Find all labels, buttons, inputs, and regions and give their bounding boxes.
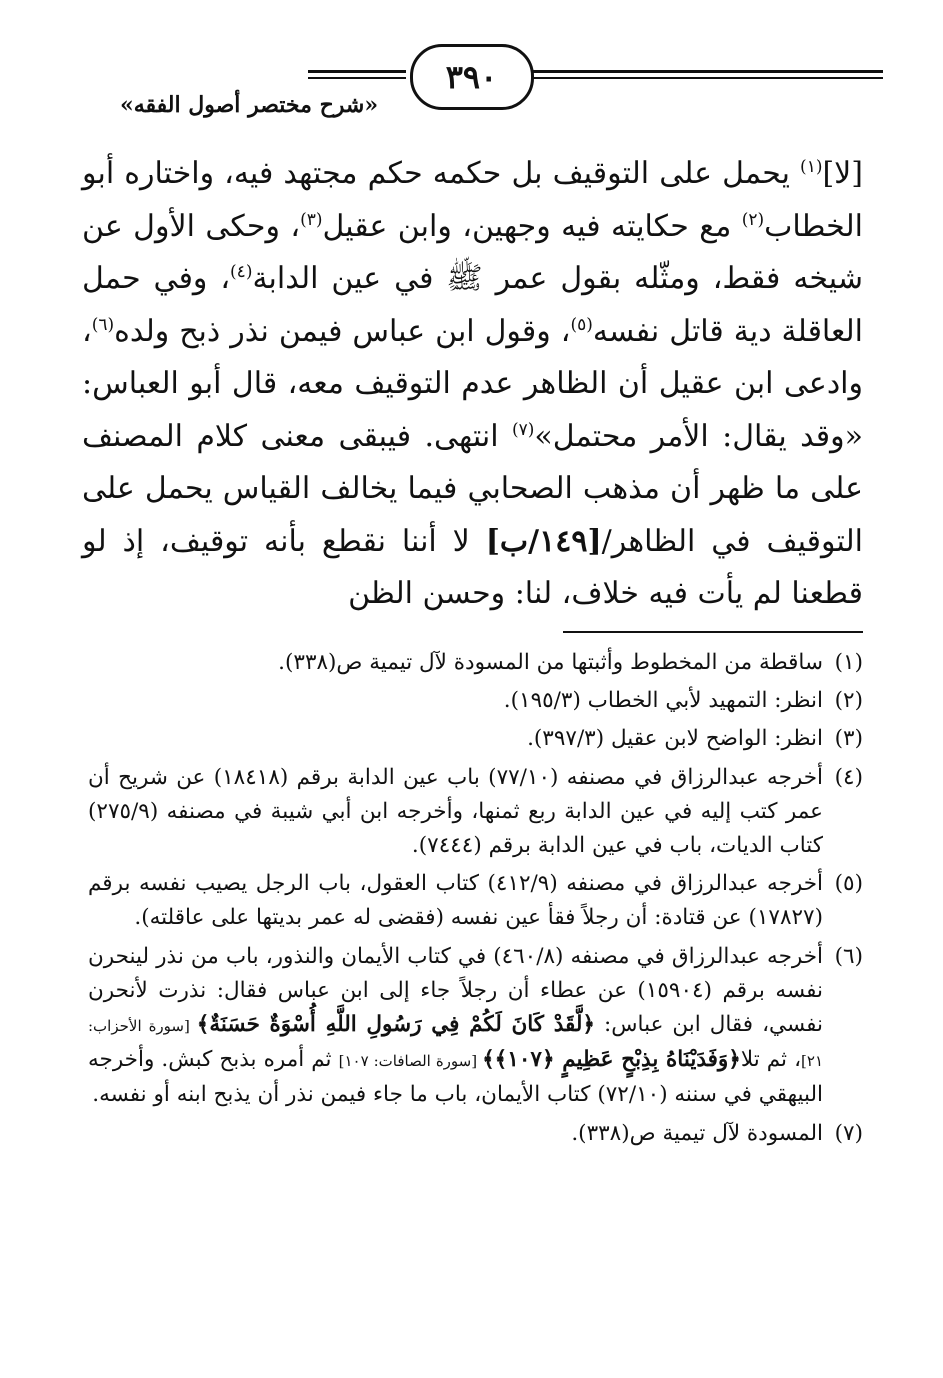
- text-segment: لا أننا نقطع بأنه توقيف، إذ لو قطعنا لم يأت فيه خلاف، لنا: وحسن الظن: [82, 523, 863, 611]
- footnote-text: ساقطة من المخطوط وأثبتها من المسودة لآل تيمية ص(٣٣٨).: [278, 650, 823, 675]
- verse-source: [سورة الأحزاب: ٢١]: [88, 1017, 824, 1071]
- text-segment: مع حكايته فيه وجهين، وابن عقيل: [322, 208, 742, 244]
- text-segment: ، وقول ابن عباس فيمن نذر ذبح ولده: [114, 313, 571, 349]
- manuscript-folio-ref: [١٤٩/ب]: [485, 523, 602, 559]
- header-rule-left: [308, 70, 406, 79]
- footnote-text: أخرجه عبدالرزاق في مصنفه (٧٧/١٠) باب عين الدابة برقم (١٨٤١٨) عن شريح أن عمر كتب إليه في عين الدابة ربع ثمنها، وأخرجه ابن أبي شيبة في مصنفه (٢٧٥/٩) كتاب الديات، باب في عين الدابة برقم (٧٤٤٤).: [88, 764, 823, 859]
- footnote-number: (٢): [834, 688, 863, 714]
- verse-source: [سورة الصافات: ١٠٧]: [338, 1052, 483, 1071]
- page-number: ٣٩٠: [445, 58, 498, 96]
- page-number-badge: [410, 44, 534, 110]
- footnote-number: (١): [834, 650, 863, 675]
- text-segment: ، ثم تلا: [740, 1047, 802, 1073]
- text-segment: أخرجه عبدالرزاق في مصنفه (٤٦٠/٨) في كتاب الأيمان والنذور، باب من نذر لينحرن نفسه برقم (١٥٩٠٤) عن عطاء أن رجلاً جاء إلى ابن عباس فقال: نذرت لأنحرن نفسي، فقال ابن عباس:: [88, 943, 824, 1038]
- running-title: «شرح مختصر أصول الفقه»: [120, 92, 379, 118]
- text-segment: ، وادعى ابن عقيل أن الظاهر عدم التوقيف معه، قال أبو العباس: «وقد يقال: الأمر محتمل»: [82, 313, 863, 454]
- footnote-1: [88, 646, 863, 680]
- text-segment: انتهى. فيبقى معنى كلام المصنف على ما ظهر أن مذهب الصحابي فيما يخالف القياس يحمل على التوقيف في الظاهر/: [82, 418, 864, 559]
- footnote-text: المسودة لآل تيمية ص(٣٣٨).: [571, 1120, 823, 1146]
- text-segment: ، وفي حمل العاقلة دية قاتل نفسه: [82, 261, 863, 349]
- quran-verse: ﴿وَفَدَيْنَاهُ بِذِبْحٍ عَظِيمٍ ﴿١٠٧﴾﴾: [482, 1047, 741, 1073]
- header-rule-right: [483, 70, 883, 79]
- footnote-ref: (٤): [230, 262, 253, 282]
- text-segment: يحمل على التوقيف بل حكمه حكم مجتهد فيه، واختاره أبو الخطاب: [82, 156, 863, 244]
- footnote-ref: (٢): [741, 209, 765, 230]
- footnotes: [88, 646, 863, 1155]
- footnote-text: أخرجه عبدالرزاق في مصنفه (٤١٢/٩) كتاب العقول، باب الرجل يصيب نفسه برقم (١٧٨٢٧) عن قتادة: أن رجلاً فقأ عين نفسه (فقضى له عمر بديتها على عاقلته).: [88, 871, 823, 931]
- text-segment: ثم أمره بذبح كبش. وأخرجه البيهقي في سننه (٧٢/١٠) كتاب الأيمان، باب ما جاء فيمن نذر أن يذبح ابنه أو نفسه.: [88, 1047, 823, 1108]
- footnote-number: (٦): [834, 943, 863, 969]
- footnote-2: [88, 684, 863, 718]
- footnote-text: [88, 940, 823, 1113]
- footnote-text: انظر: الواضح لابن عقيل (٣٩٧/٣).: [527, 726, 823, 752]
- main-text: [82, 148, 863, 621]
- footnote-number: (٣): [834, 726, 863, 752]
- footnote-text: انظر: التمهيد لأبي الخطاب (١٩٥/٣).: [503, 688, 823, 714]
- footnote-ref: (٦): [91, 314, 115, 335]
- page-header: [60, 44, 883, 118]
- footnote-ref: (١): [800, 157, 823, 177]
- text-segment: [لا]: [822, 156, 863, 191]
- footnote-3: [88, 722, 863, 756]
- footnote-4: [88, 761, 863, 864]
- footnote-7: [88, 1117, 863, 1151]
- quran-verse: ﴿لَّقَدْ كَانَ لَكُمْ فِي رَسُولِ اللَّهِ أُسْوَةٌ حَسَنَةٌ﴾: [196, 1012, 596, 1038]
- footnote-ref: (٧): [511, 419, 535, 440]
- footnote-divider: [563, 631, 863, 633]
- footnote-number: (٤): [834, 764, 863, 790]
- footnote-number: (٧): [834, 1120, 863, 1146]
- main-paragraph: [82, 148, 863, 621]
- footnote-number: (٥): [834, 871, 863, 897]
- text-segment: ، وحكى الأول عن شيخه فقط، ومثّله بقول عمر ﷺ في عين الدابة: [82, 208, 863, 296]
- footnote-ref: (٥): [570, 314, 593, 335]
- footnote-6: [88, 940, 863, 1113]
- footnote-ref: (٣): [300, 209, 323, 230]
- footnote-5: [88, 867, 863, 935]
